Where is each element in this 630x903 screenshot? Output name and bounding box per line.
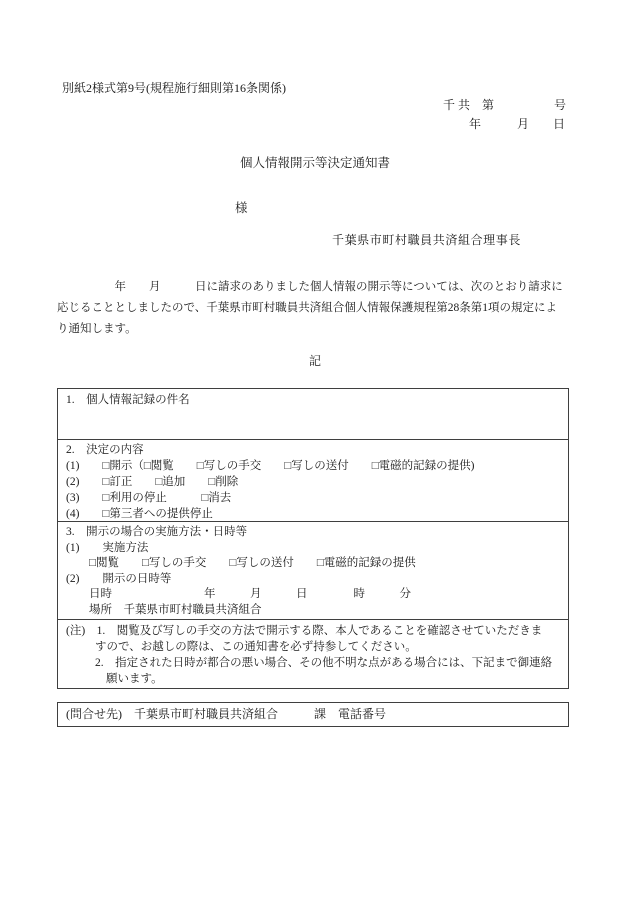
- body-paragraph: [57, 277, 577, 340]
- contact-box: [57, 702, 569, 727]
- page-title: 個人情報開示等決定通知書: [239, 156, 390, 170]
- note-line-1-cont: すので、お越しの際は、この通知書を必ず持参してください。: [95, 641, 417, 653]
- method-heading: 3. 開示の場合の実施方法・日時等: [66, 526, 248, 538]
- date-line: 年 月 日: [468, 117, 565, 131]
- table-section-subject: [58, 389, 568, 439]
- decision-line-stop-use: (3) □利用の停止 □消去: [66, 492, 232, 504]
- decision-line-correction: (2) □訂正 □追加 □削除: [66, 476, 239, 488]
- datetime-line: 日時 年 月 日 時 分: [66, 588, 411, 600]
- body-line: 応じることとしましたので、千葉県市町村職員共済組合個人情報保護規程第28条第1項の規定によ: [57, 302, 558, 314]
- place-line: 場所 千葉県市町村職員共済組合: [66, 603, 262, 616]
- form-label: 別紙2様式第9号(規程施行細則第16条関係): [62, 81, 286, 95]
- addressee-suffix: 様: [235, 201, 248, 215]
- issuer-name: 千葉県市町村職員共済組合理事長: [331, 233, 521, 247]
- contact-line: (問合せ先) 千葉県市町村職員共済組合 課 電話番号: [66, 707, 386, 721]
- table-section-decision: [58, 439, 568, 521]
- decision-line-third-party: (4) □第三者への提供停止: [66, 508, 213, 520]
- ki-heading: 記: [308, 354, 321, 368]
- subject-heading: 1. 個人情報記録の件名: [66, 394, 190, 406]
- table-section-disclosure-method: [58, 521, 568, 619]
- method-subheading: (1) 実施方法: [66, 541, 149, 554]
- note-line-2: 2. 指定された日時が都合の悪い場合、その他不明な点がある場合には、下記まで御連絡: [95, 657, 553, 669]
- body-line: 年 月 日に請求のありました個人情報の開示等については、次のとおり請求に: [57, 281, 563, 293]
- note-line-2-cont: 願います。: [106, 673, 163, 685]
- note-line-1: (注) 1. 閲覧及び写しの手交の方法で開示する際、本人であることを確認させていただきま: [66, 625, 543, 637]
- main-table: [57, 388, 569, 689]
- body-line: り通知します。: [57, 323, 137, 335]
- decision-line-disclosure: (1) □開示（□閲覧 □写しの手交 □写しの送付 □電磁的記録の提供): [66, 460, 475, 472]
- method-checkbox-line: □閲覧 □写しの手交 □写しの送付 □電磁的記録の提供: [66, 557, 416, 569]
- table-section-notes: [58, 619, 568, 688]
- datetime-subheading: (2) 開示の日時等: [66, 572, 172, 585]
- decision-heading: 2. 決定の内容: [66, 444, 144, 456]
- doc-number-line: 千 共 第 号: [442, 98, 566, 112]
